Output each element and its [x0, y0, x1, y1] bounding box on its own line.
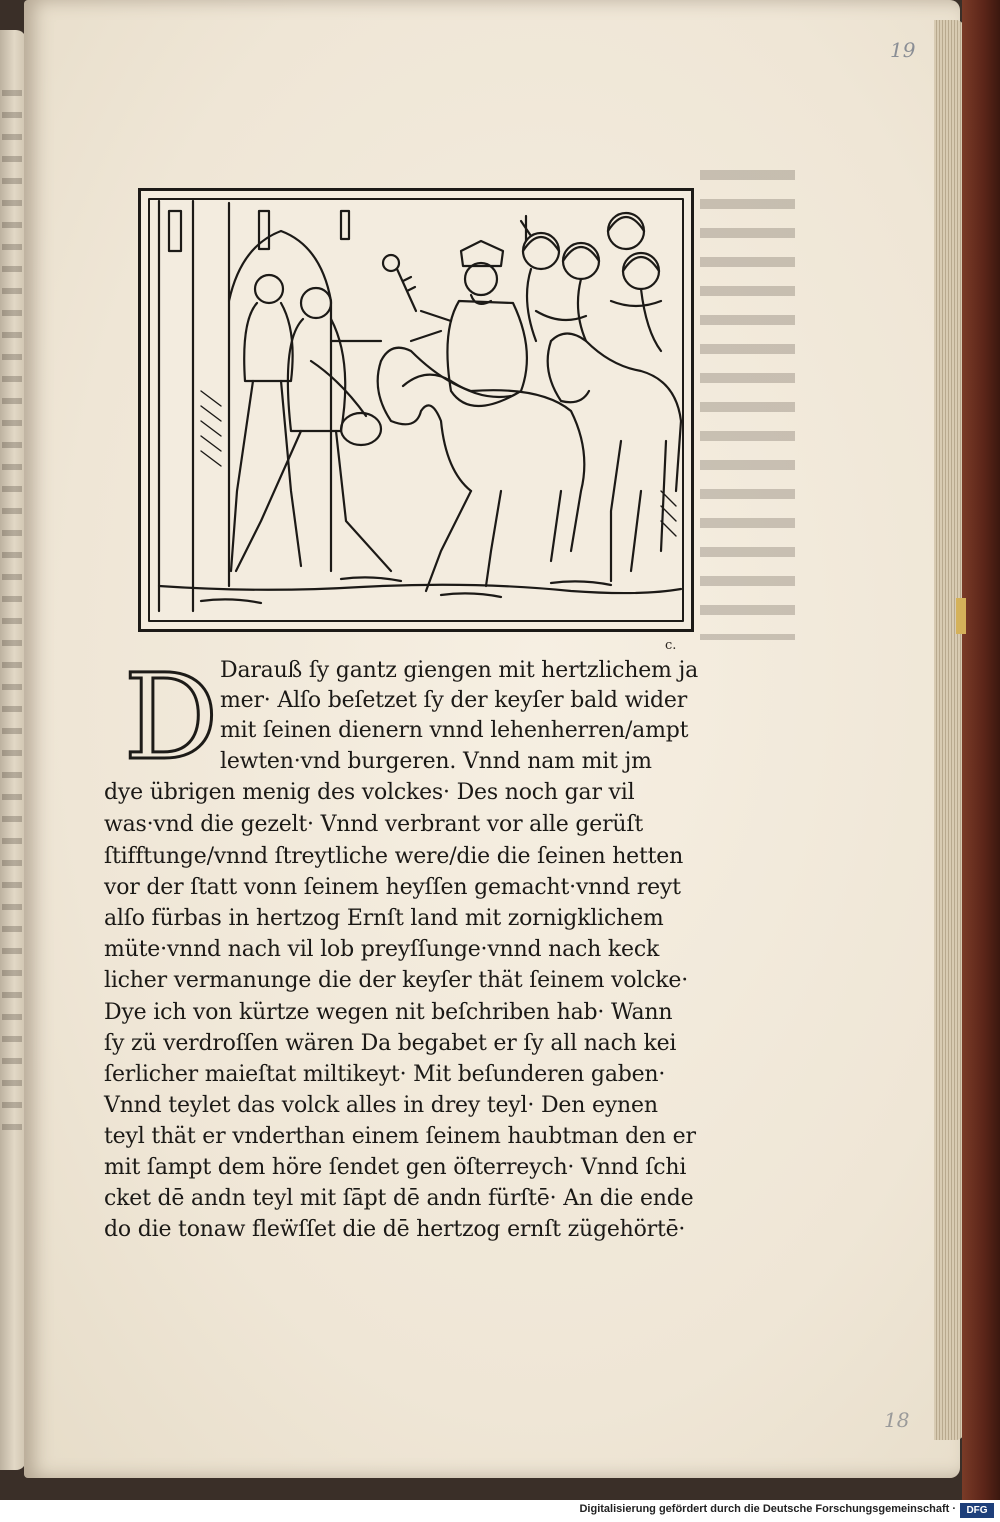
- text-line: mer· Alſo beſetzet ſy der keyſer bald wider: [220, 688, 688, 713]
- text-line: do die tonaw fleẅſſet die dē hertzog ernſt zügehörtē·: [104, 1217, 686, 1242]
- text-line: Vnnd teylet das volck alles in drey teyl· Den eynen: [104, 1093, 658, 1118]
- text-line: cket dē andn teyl mit ſāpt dē andn fürſtē· An die ende: [104, 1186, 694, 1211]
- funding-credit: Digitalisierung gefördert durch die Deutsche Forschungsgemeinschaft ·: [579, 1503, 956, 1515]
- text-line: dye übrigen menig des volckes· Des noch gar vil: [104, 780, 635, 805]
- ribbon-tab: [956, 598, 966, 634]
- text-line: lewten·vnd burgeren. Vnnd nam mit jm: [220, 749, 652, 774]
- text-line: vor der ſtatt vonn ſeinem heyſſen gemacht·vnnd reyt: [104, 875, 681, 900]
- text-line: mit ſampt dem höre ſendet gen öſterreych· Vnnd ſchi: [104, 1155, 687, 1180]
- decorated-initial: D: [123, 648, 219, 786]
- folio-number: 19: [890, 38, 916, 62]
- page-block-edge: [934, 20, 964, 1440]
- text-line: licher vermanunge die der keyſer thät ſeinem volcke·: [104, 968, 689, 993]
- dfg-logo: DFG: [960, 1503, 994, 1518]
- text-line: ſy zü verdroſſen wären Da begabet er ſy all nach kei: [104, 1031, 677, 1056]
- woodcut-illustration: [138, 188, 694, 632]
- facing-page-text: [2, 90, 22, 1140]
- folio-number-bottom: 18: [884, 1408, 910, 1432]
- show-through-text: [700, 170, 795, 640]
- text-line: müte·vnnd nach vil lob preyſſunge·vnnd nach keck: [104, 937, 660, 962]
- text-line: ſtifftunge/vnnd ſtreytliche were/die die ſeinen hetten: [104, 844, 684, 869]
- text-line: teyl thät er vnderthan einem ſeinem haubtman den er: [104, 1124, 696, 1149]
- text-line: Dye ich von kürtze wegen nit beſchriben hab· Wann: [104, 1000, 673, 1025]
- text-line: mit ſeinen dienern vnnd lehenherren/ampt: [220, 718, 689, 743]
- footer-bar: [0, 1500, 1000, 1522]
- text-line: was·vnd die gezelt· Vnnd verbrant vor alle gerüſt: [104, 812, 643, 837]
- facing-page-edge: [0, 30, 26, 1470]
- text-line: alſo fürbas in hertzog Ernſt land mit zornigklichem: [104, 906, 664, 931]
- text-line: ſerlicher maieſtat miltikeyt· Mit beſunderen gaben·: [104, 1062, 666, 1087]
- text-line: Darauß ſy gantz giengen mit hertzlichem ja: [220, 658, 699, 683]
- leather-cover: [962, 0, 1000, 1500]
- signature-mark: c.: [665, 638, 677, 653]
- woodcut-drawing: [141, 191, 691, 629]
